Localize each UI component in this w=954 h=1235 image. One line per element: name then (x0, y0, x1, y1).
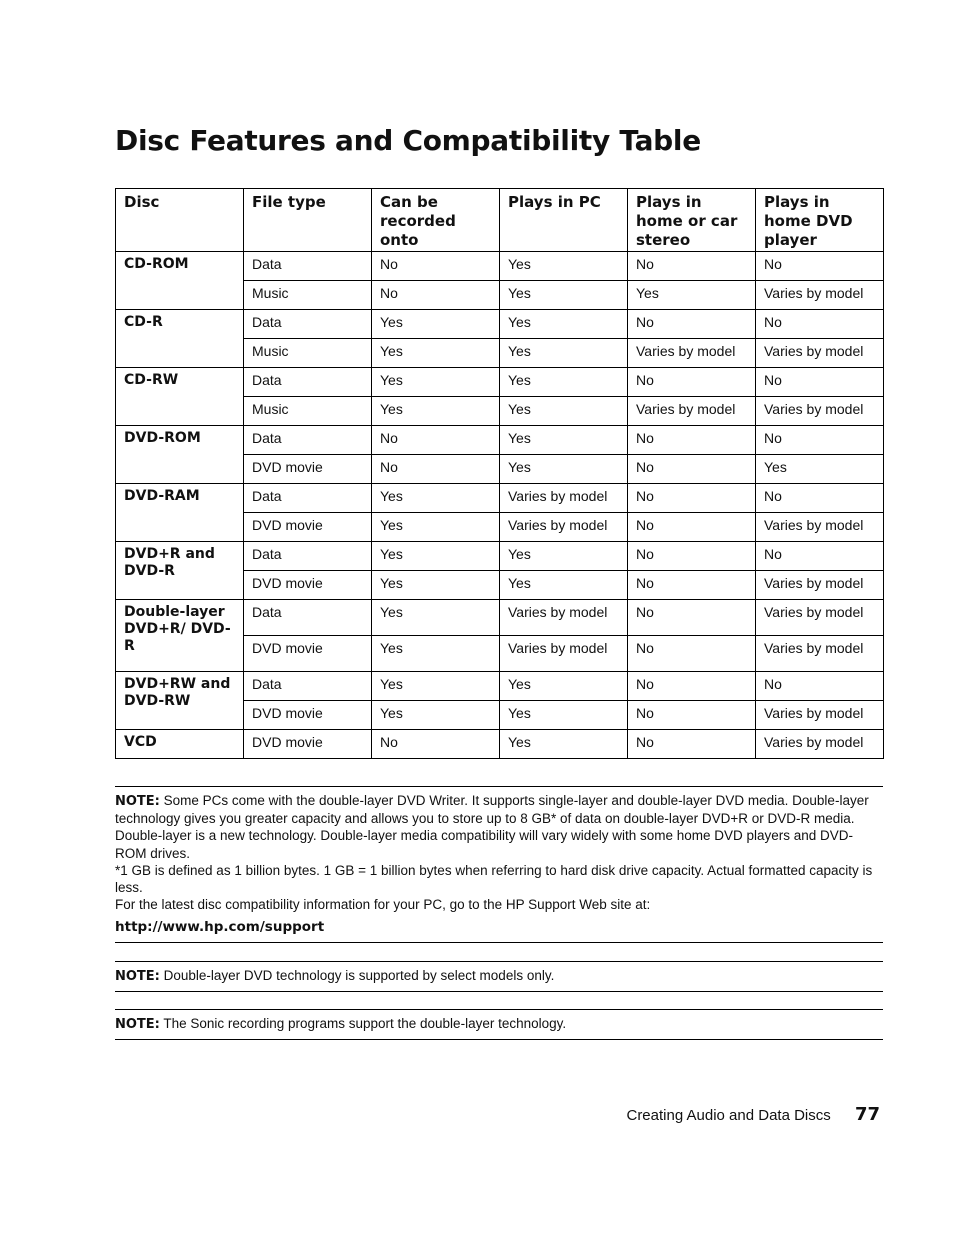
disc-name-cell: CD-ROM (116, 252, 244, 310)
note-text: Double-layer DVD technology is supported by select models only. (159, 968, 555, 983)
plays-in-pc-cell: Yes (500, 672, 628, 701)
file-type-cell: DVD movie (244, 701, 372, 730)
header-plays-in-stereo: Plays in home or car stereo (628, 189, 756, 252)
can-be-recorded-cell: Yes (372, 397, 500, 426)
compatibility-table (115, 188, 884, 759)
note2-bottom-rule (115, 991, 883, 992)
note-bottom-rule (115, 942, 883, 943)
plays-in-stereo-cell: No (628, 513, 756, 542)
file-type-cell: Data (244, 484, 372, 513)
plays-in-stereo-cell: No (628, 636, 756, 672)
can-be-recorded-cell: Yes (372, 310, 500, 339)
plays-in-pc-cell: Varies by model (500, 513, 628, 542)
file-type-cell: Music (244, 281, 372, 310)
plays-in-dvd-player-cell: No (756, 426, 884, 455)
plays-in-pc-cell: Yes (500, 368, 628, 397)
file-type-cell: Data (244, 252, 372, 281)
file-type-cell: Music (244, 397, 372, 426)
file-type-cell: Music (244, 339, 372, 368)
support-url[interactable]: http://www.hp.com/support (115, 919, 325, 936)
plays-in-stereo-cell: No (628, 571, 756, 600)
plays-in-dvd-player-cell: Varies by model (756, 600, 884, 636)
plays-in-dvd-player-cell: No (756, 310, 884, 339)
table-row (116, 542, 884, 571)
file-type-cell: Data (244, 310, 372, 339)
plays-in-pc-cell: Yes (500, 310, 628, 339)
note-latest-info: For the latest disc compatibility information for your PC, go to the HP Support Web site at: (115, 897, 651, 913)
plays-in-dvd-player-cell: Varies by model (756, 571, 884, 600)
plays-in-pc-cell: Yes (500, 397, 628, 426)
can-be-recorded-cell: Yes (372, 600, 500, 636)
note3-bottom-rule (115, 1039, 883, 1040)
plays-in-dvd-player-cell: Varies by model (756, 513, 884, 542)
file-type-cell: Data (244, 600, 372, 636)
plays-in-stereo-cell: Varies by model (628, 339, 756, 368)
note-paragraph (115, 792, 883, 862)
page-title: Disc Features and Compatibility Table (115, 124, 701, 157)
header-plays-in-pc: Plays in PC (500, 189, 628, 252)
plays-in-stereo-cell: No (628, 310, 756, 339)
plays-in-stereo-cell: Yes (628, 281, 756, 310)
plays-in-stereo-cell: No (628, 455, 756, 484)
can-be-recorded-cell: No (372, 455, 500, 484)
file-type-cell: DVD movie (244, 455, 372, 484)
plays-in-stereo-cell: No (628, 368, 756, 397)
file-type-cell: Data (244, 426, 372, 455)
disc-name-cell: Double-layer DVD+R/ DVD-R (116, 600, 244, 672)
can-be-recorded-cell: Yes (372, 368, 500, 397)
can-be-recorded-cell: No (372, 252, 500, 281)
note-text: Some PCs come with the double-layer DVD Writer. It supports single-layer and double-layer DVD media. Double-layer technology gives you greater capacity and allows you to store up to 8 GB* of data on double-layer DVD+R or DVD-R media. Double-layer is a new technology. Double-layer media compatibility will vary widely with some home DVD players and DVD-ROM drives. (115, 793, 869, 861)
table-row (116, 730, 884, 759)
chapter-title: Creating Audio and Data Discs (626, 1107, 831, 1124)
plays-in-pc-cell: Varies by model (500, 484, 628, 513)
plays-in-stereo-cell: No (628, 600, 756, 636)
file-type-cell: DVD movie (244, 571, 372, 600)
file-type-cell: Data (244, 368, 372, 397)
can-be-recorded-cell: No (372, 426, 500, 455)
plays-in-dvd-player-cell: Varies by model (756, 730, 884, 759)
plays-in-dvd-player-cell: No (756, 368, 884, 397)
page-number: 77 (854, 1104, 880, 1125)
can-be-recorded-cell: No (372, 730, 500, 759)
file-type-cell: DVD movie (244, 730, 372, 759)
plays-in-dvd-player-cell: No (756, 672, 884, 701)
plays-in-pc-cell: Yes (500, 339, 628, 368)
note-double-layer-writer (115, 792, 883, 937)
file-type-cell: Data (244, 672, 372, 701)
can-be-recorded-cell: No (372, 281, 500, 310)
plays-in-dvd-player-cell: Varies by model (756, 281, 884, 310)
plays-in-stereo-cell: No (628, 542, 756, 571)
can-be-recorded-cell: Yes (372, 542, 500, 571)
note-top-rule (115, 786, 883, 787)
plays-in-pc-cell: Yes (500, 455, 628, 484)
header-file-type: File type (244, 189, 372, 252)
note2-top-rule (115, 961, 883, 962)
can-be-recorded-cell: Yes (372, 513, 500, 542)
note-paragraph (115, 967, 883, 985)
header-disc: Disc (116, 189, 244, 252)
plays-in-stereo-cell: No (628, 730, 756, 759)
disc-name-cell: CD-RW (116, 368, 244, 426)
plays-in-pc-cell: Yes (500, 701, 628, 730)
table-row (116, 672, 884, 701)
can-be-recorded-cell: Yes (372, 701, 500, 730)
can-be-recorded-cell: Yes (372, 571, 500, 600)
plays-in-pc-cell: Yes (500, 571, 628, 600)
plays-in-stereo-cell: No (628, 672, 756, 701)
plays-in-pc-cell: Varies by model (500, 600, 628, 636)
header-can-be-recorded: Can be recorded onto (372, 189, 500, 252)
note-double-layer-support (115, 967, 883, 985)
disc-name-cell: DVD-RAM (116, 484, 244, 542)
table-row (116, 600, 884, 636)
table-row (116, 310, 884, 339)
note-text: The Sonic recording programs support the double-layer technology. (159, 1016, 567, 1031)
file-type-cell: Data (244, 542, 372, 571)
disc-name-cell: CD-R (116, 310, 244, 368)
plays-in-dvd-player-cell: Varies by model (756, 339, 884, 368)
plays-in-dvd-player-cell: Yes (756, 455, 884, 484)
plays-in-dvd-player-cell: No (756, 542, 884, 571)
plays-in-pc-cell: Yes (500, 426, 628, 455)
header-plays-in-dvd-player: Plays in home DVD player (756, 189, 884, 252)
file-type-cell: DVD movie (244, 513, 372, 542)
plays-in-dvd-player-cell: Varies by model (756, 397, 884, 426)
plays-in-stereo-cell: No (628, 701, 756, 730)
note-footnote: *1 GB is defined as 1 billion bytes. 1 GB = 1 billion bytes when referring to hard disk drive capacity. Actual formatted capacity is less. (115, 862, 873, 896)
table-row (116, 252, 884, 281)
table-row (116, 484, 884, 513)
plays-in-dvd-player-cell: No (756, 252, 884, 281)
plays-in-pc-cell: Yes (500, 730, 628, 759)
page-footer (626, 1104, 880, 1125)
plays-in-dvd-player-cell: Varies by model (756, 701, 884, 730)
plays-in-pc-cell: Yes (500, 281, 628, 310)
table-row (116, 426, 884, 455)
can-be-recorded-cell: Yes (372, 672, 500, 701)
note-label: NOTE: (115, 1017, 160, 1032)
plays-in-stereo-cell: No (628, 252, 756, 281)
file-type-cell: DVD movie (244, 636, 372, 672)
disc-name-cell: DVD+RW and DVD-RW (116, 672, 244, 730)
table-header-row (116, 189, 884, 252)
plays-in-pc-cell: Yes (500, 542, 628, 571)
plays-in-pc-cell: Yes (500, 252, 628, 281)
plays-in-pc-cell: Varies by model (500, 636, 628, 672)
disc-name-cell: DVD+R and DVD-R (116, 542, 244, 600)
disc-name-cell: DVD-ROM (116, 426, 244, 484)
can-be-recorded-cell: Yes (372, 339, 500, 368)
note-paragraph (115, 1015, 883, 1033)
plays-in-stereo-cell: No (628, 426, 756, 455)
plays-in-stereo-cell: No (628, 484, 756, 513)
note-label: NOTE: (115, 969, 160, 984)
note-sonic-programs (115, 1015, 883, 1033)
note-label: NOTE: (115, 794, 160, 809)
plays-in-dvd-player-cell: No (756, 484, 884, 513)
plays-in-dvd-player-cell: Varies by model (756, 636, 884, 672)
plays-in-stereo-cell: Varies by model (628, 397, 756, 426)
table-row (116, 368, 884, 397)
can-be-recorded-cell: Yes (372, 484, 500, 513)
can-be-recorded-cell: Yes (372, 636, 500, 672)
disc-name-cell: VCD (116, 730, 244, 759)
note3-top-rule (115, 1009, 883, 1010)
table-body (116, 252, 884, 759)
